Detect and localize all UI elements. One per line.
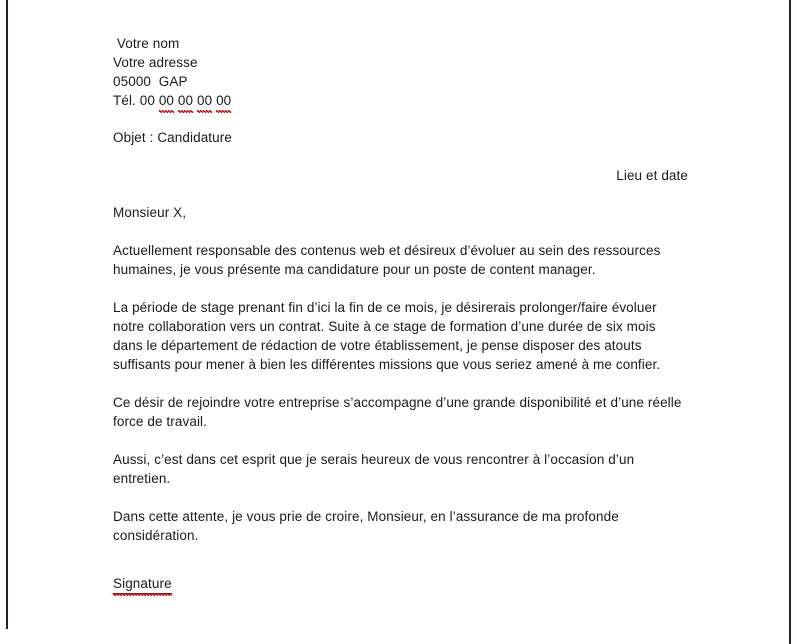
phone-prefix: Tél. 00 bbox=[113, 93, 159, 108]
place-and-date: Lieu et date bbox=[616, 168, 688, 183]
sender-block bbox=[113, 34, 533, 110]
letter-body bbox=[113, 241, 683, 564]
phone-group-3: 00 bbox=[196, 93, 213, 108]
sender-city: 05000 GAP bbox=[113, 74, 188, 89]
signature-block bbox=[113, 574, 172, 594]
sender-address: Votre adresse bbox=[113, 55, 198, 70]
phone-group-2: 00 bbox=[177, 93, 194, 108]
body-paragraph: Ce désir de rejoindre votre entreprise s’accompagne d’une grande disponibilité et d’une réelle force de travail. bbox=[113, 395, 682, 429]
subject-line: Objet : Candidature bbox=[113, 130, 232, 145]
body-paragraph: Aussi, c’est dans cet esprit que je serais heureux de vous rencontrer à l’occasion d’un entretien. bbox=[113, 452, 635, 486]
phone-group-4: 00 bbox=[216, 93, 232, 108]
page-border-left bbox=[6, 0, 8, 629]
phone-group-1: 00 bbox=[158, 93, 175, 108]
signature-label: Signature bbox=[113, 574, 172, 594]
body-paragraph: La période de stage prenant fin d’ici la fin de ce mois, je désirerais prolonger/faire évoluer notre collaboration vers un contrat. Suite à ce stage de formation d’une durée de six mois dans le département de rédaction de votre établissement, je pense disposer des atouts suffisants pour mener à bien les différentes missions que vous seriez amené à me confier. bbox=[113, 300, 661, 372]
body-paragraph: Dans cette attente, je vous prie de croire, Monsieur, en l’assurance de ma profonde considération. bbox=[113, 509, 619, 543]
sender-phone bbox=[113, 91, 533, 110]
page-border-right bbox=[789, 0, 791, 644]
salutation: Monsieur X, bbox=[113, 205, 187, 220]
body-paragraph: Actuellement responsable des contenus web et désireux d’évoluer au sein des ressources humaines, je vous présente ma candidature pour un poste de content manager. bbox=[113, 243, 661, 277]
sender-name: Votre nom bbox=[113, 36, 180, 51]
